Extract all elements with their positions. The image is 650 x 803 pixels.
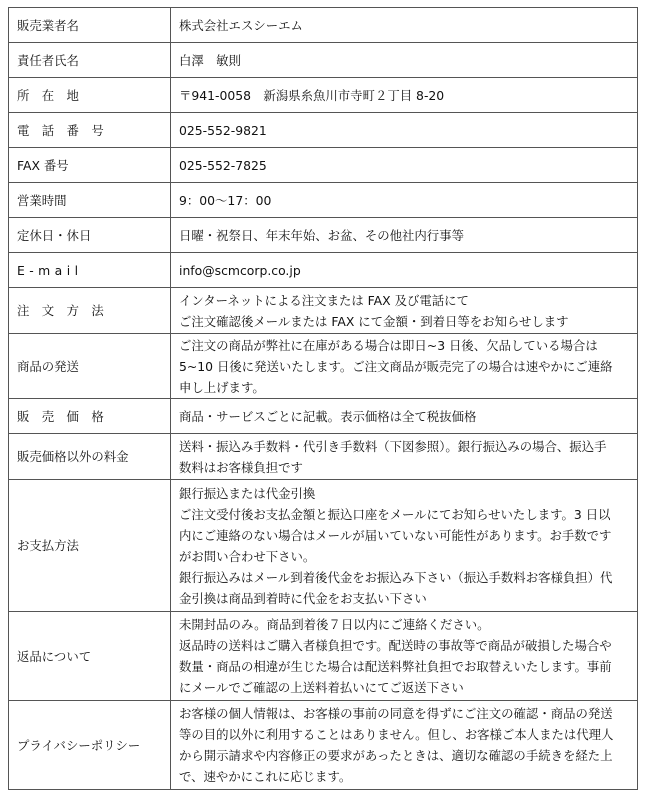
table-row (9, 218, 638, 253)
row-value-manager: 白澤 敏則 (171, 43, 638, 78)
table-row (9, 288, 638, 334)
row-value-phone: 025-552-9821 (171, 113, 638, 148)
table-row (9, 253, 638, 288)
table-row (9, 43, 638, 78)
row-label-email: E - m a i l (9, 253, 171, 288)
row-label-order-method: 注 文 方 法 (9, 288, 171, 334)
table-row (9, 148, 638, 183)
table-row (9, 113, 638, 148)
row-label-privacy: プライバシーポリシー (9, 701, 171, 790)
row-value-price: 商品・サービスごとに記載。表示価格は全て税抜価格 (171, 399, 638, 434)
table-row (9, 701, 638, 790)
seller-info-table (8, 7, 638, 790)
row-label-returns: 返品について (9, 612, 171, 701)
table-row (9, 399, 638, 434)
row-label-seller: 販売業者名 (9, 8, 171, 43)
table-row (9, 612, 638, 701)
table-row (9, 78, 638, 113)
row-label-price: 販 売 価 格 (9, 399, 171, 434)
row-value-holidays: 日曜・祝祭日、年末年始、お盆、その他社内行事等 (171, 218, 638, 253)
row-label-address: 所 在 地 (9, 78, 171, 113)
table-row (9, 183, 638, 218)
row-value-address: 〒941-0058 新潟県糸魚川市寺町２丁目 8-20 (171, 78, 638, 113)
row-value-seller: 株式会社エスシーエム (171, 8, 638, 43)
table-row (9, 480, 638, 612)
row-value-fax: 025-552-7825 (171, 148, 638, 183)
row-label-phone: 電 話 番 号 (9, 113, 171, 148)
row-label-manager: 責任者氏名 (9, 43, 171, 78)
row-value-other-fees: 送料・振込み手数料・代引き手数料（下図参照）。銀行振込みの場合、振込手 数料はお客様負担です (171, 434, 638, 480)
row-value-payment: 銀行振込または代金引換 ご注文受付後お支払金額と振込口座をメールにてお知らせいたします。3 日以 内にご連絡のない場合はメールが届いていない可能性があります。お手数です がお問い合わせ下さい。 銀行振込みはメール到着後代金をお振込み下さい（振込手数料お客様負担）代 金引換は商品到着時に代金をお支払い下さい (171, 480, 638, 612)
row-label-holidays: 定休日・休日 (9, 218, 171, 253)
table-row (9, 8, 638, 43)
row-label-other-fees: 販売価格以外の料金 (9, 434, 171, 480)
row-label-shipping: 商品の発送 (9, 334, 171, 399)
row-value-order-method: インターネットによる注文または FAX 及び電話にて ご注文確認後メールまたは FAX にて金額・到着日等をお知らせします (171, 288, 638, 334)
row-value-privacy: お客様の個人情報は、お客様の事前の同意を得ずにご注文の確認・商品の発送 等の目的以外に利用することはありません。但し、お客様ご本人または代理人 から開示請求や内容修正の要求があったときは、適切な確認の手続きを経た上 で、速やかにこれに応じます。 (171, 701, 638, 790)
table-row (9, 434, 638, 480)
row-label-payment: お支払方法 (9, 480, 171, 612)
row-value-business-hours: 9：00～17：00 (171, 183, 638, 218)
row-label-fax: FAX 番号 (9, 148, 171, 183)
row-label-business-hours: 営業時間 (9, 183, 171, 218)
row-value-email: info@scmcorp.co.jp (171, 253, 638, 288)
row-value-returns: 未開封品のみ。商品到着後７日以内にご連絡ください。 返品時の送料はご購入者様負担です。配送時の事故等で商品が破損した場合や 数量・商品の相違が生じた場合は配送料弊社負担でお取替えいたします。事前 にメールでご確認の上送料着払いにてご返送下さい (171, 612, 638, 701)
table-row (9, 334, 638, 399)
row-value-shipping: ご注文の商品が弊社に在庫がある場合は即日~3 日後、欠品している場合は 5~10 日後に発送いたします。ご注文商品が販売完了の場合は速やかにご連絡 申し上げます。 (171, 334, 638, 399)
